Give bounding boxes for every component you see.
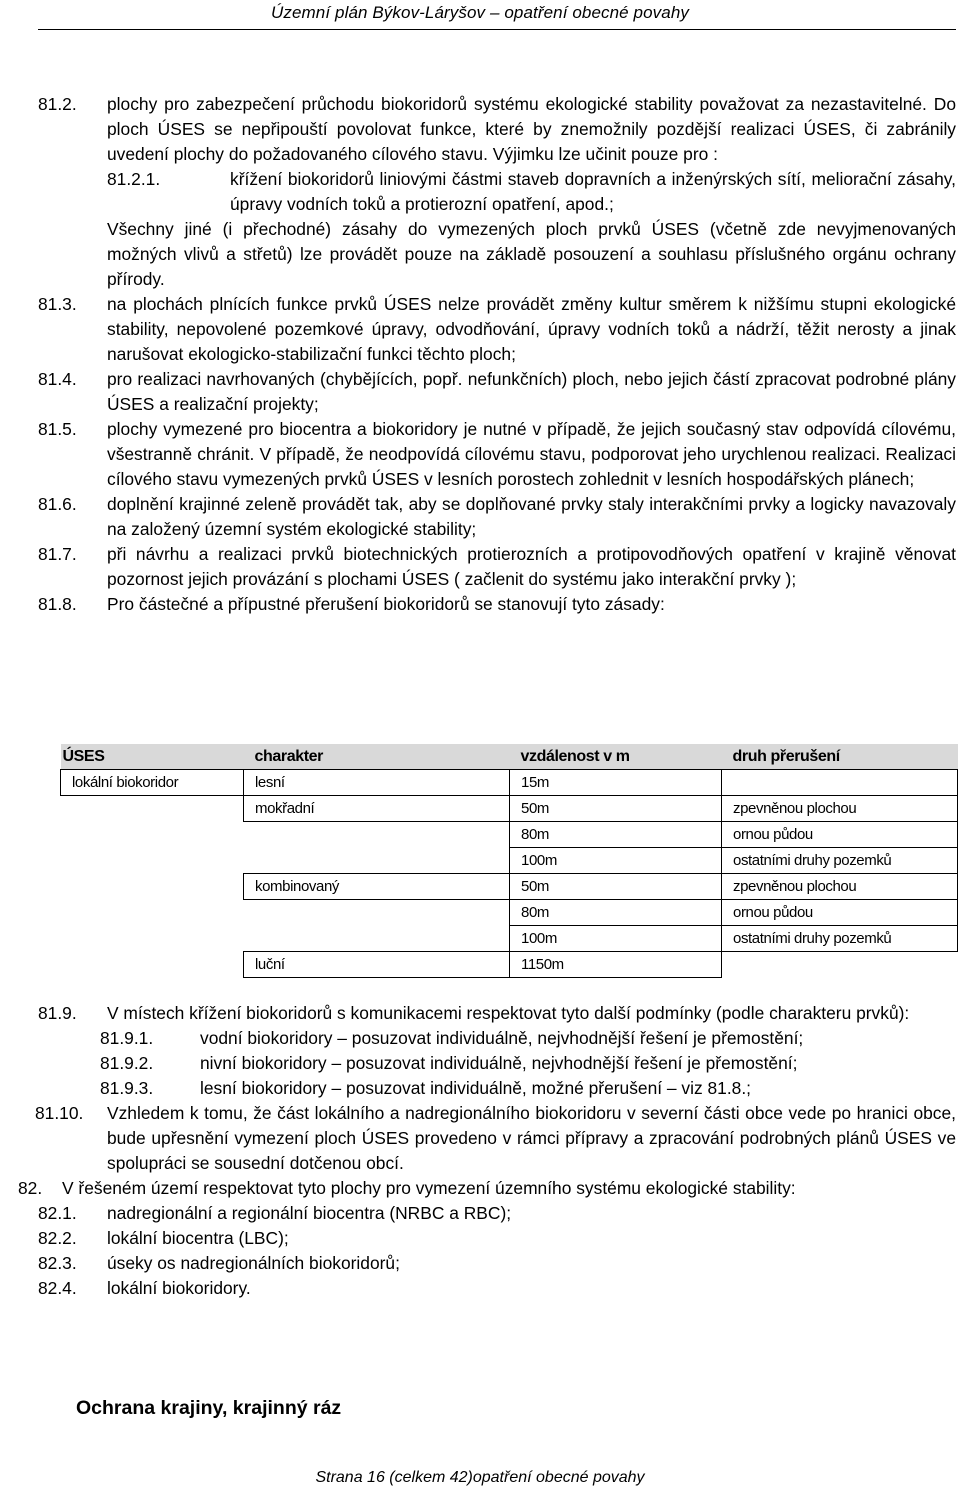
item-text: křížení biokoridorů liniovými částmi staveb dopravních a inženýrských sítí, meliorační zásahy, úpravy vodních toků a protierozní opatření, apod.; [230, 169, 956, 214]
table-cell: zpevněnou plochou [722, 874, 958, 900]
table-header-cell: ÚSES [61, 744, 244, 770]
item-text: lokální biokoridory. [107, 1278, 251, 1298]
item-number: 82.1. [38, 1203, 77, 1223]
table-cell [61, 926, 244, 952]
uses-table [60, 744, 958, 978]
table-row [61, 900, 958, 926]
list-item [38, 167, 956, 217]
item-text: Pro částečné a přípustné přerušení biokoridorů se stanovují tyto zásady: [107, 594, 665, 614]
table-row [61, 822, 958, 848]
list-item [38, 292, 956, 367]
table-cell: lokální biokoridor [61, 770, 244, 796]
item-text: lesní biokoridory – posuzovat individuálně, možné přerušení – viz 81.8.; [200, 1078, 752, 1098]
item-number: 81.7. [38, 544, 77, 564]
item-text: úseky os nadregionálních biokoridorů; [107, 1253, 400, 1273]
table-row [61, 926, 958, 952]
item-number: 81.9. [38, 1003, 77, 1023]
table-cell: ostatními druhy pozemků [722, 926, 958, 952]
item-text: plochy pro zabezpečení průchodu biokoridorů systému ekologické stability považovat za nezastavitelné. Do ploch ÚSES se nepřipouští povolovat funkce, které by znemožnily pozdější realizaci ÚSES, či zabránily uvedení plochy do požadovaného cílového stavu. Výjimku lze učinit pouze pro : [107, 94, 956, 164]
list-item [38, 417, 956, 492]
page-footer: Strana 16 (celkem 42)opatření obecné povahy [315, 1469, 645, 1486]
table-cell: zpevněnou plochou [722, 796, 958, 822]
item-text: na plochách plnících funkce prvků ÚSES nelze provádět změny kultur směrem k nižšímu stupni ekologické stability, nepovolené pozemkové úpravy, odvodňování, úpravy vodních toků a nádrží, těžit nerosty a jinak narušovat ekologicko-stabilizační funkci těchto ploch; [107, 294, 956, 364]
list-item [35, 1101, 956, 1176]
table-cell: 80m [510, 900, 722, 926]
item-number: 81.2. [38, 94, 77, 114]
table-row [61, 770, 958, 796]
list-item [38, 367, 956, 417]
item-number: 81.9.1. [100, 1028, 154, 1048]
item-number: 81.8. [38, 594, 77, 614]
table-header-row [61, 744, 958, 770]
item-text: lokální biocentra (LBC); [107, 1228, 289, 1248]
table-header-cell: vzdálenost v m [510, 744, 722, 770]
item-number: 82.3. [38, 1253, 77, 1273]
main-text-bottom [18, 1001, 956, 1301]
header-divider [38, 29, 956, 30]
table-row [61, 796, 958, 822]
table-cell: 100m [510, 848, 722, 874]
item-number: 81.5. [38, 419, 77, 439]
item-text: plochy vymezené pro biocentra a biokoridory je nutné v případě, že jejich současný stav odpovídá cílovému, všestranně chránit. V případě, že neodpovídá cílovému stavu, podporovat jeho urychlenou realizaci. Realizaci cílového stavu vymezených prvků ÚSES v lesních porostech zohlednit v lesních hospodářských plánech; [107, 419, 956, 489]
item-text: Vzhledem k tomu, že část lokálního a nadregionálního biokoridoru v severní části obce vede po hranici obce, bude upřesnění vymezení ploch ÚSES provedeno v rámci přípravy a zpracování podrobných plánů ÚSES ve spolupráci se sousední dotčenou obcí. [107, 1103, 956, 1173]
table-row [61, 848, 958, 874]
item-number: 82.2. [38, 1228, 77, 1248]
table-cell [244, 848, 510, 874]
section-heading: Ochrana krajiny, krajinný ráz [76, 1397, 342, 1419]
item-number: 81.9.2. [100, 1053, 154, 1073]
table-cell [61, 952, 244, 978]
table-cell [722, 770, 958, 796]
table-cell: 1150m [510, 952, 722, 978]
item-text: nivní biokoridory – posuzovat individuálně, nejvhodnější řešení je přemostění; [200, 1053, 798, 1073]
table-cell [61, 796, 244, 822]
table-cell: 15m [510, 770, 722, 796]
item-text: doplnění krajinné zeleně provádět tak, aby se doplňované prvky staly interakčními prvky a logicky navazovaly na založený územní systém ekologické stability; [107, 494, 956, 539]
list-item [38, 1001, 956, 1026]
table-cell: ornou půdou [722, 900, 958, 926]
item-text: V řešeném území respektovat tyto plochy pro vymezení územního systému ekologické stability: [62, 1178, 796, 1198]
item-number: 82.4. [38, 1278, 77, 1298]
list-item [38, 1251, 956, 1276]
item-text: vodní biokoridory – posuzovat individuálně, nejvhodnější řešení je přemostění; [200, 1028, 804, 1048]
item-number: 81.9.3. [100, 1078, 154, 1098]
table-cell: kombinovaný [244, 874, 510, 900]
list-item [38, 592, 956, 617]
table-cell [61, 900, 244, 926]
list-item [38, 1051, 956, 1076]
list-item [38, 1226, 956, 1251]
item-text: V místech křížení biokoridorů s komunikacemi respektovat tyto další podmínky (podle charakteru prvků): [107, 1003, 910, 1023]
table-cell [244, 822, 510, 848]
table-header-cell: druh přerušení [722, 744, 958, 770]
table-cell: 50m [510, 796, 722, 822]
main-text-top [38, 92, 956, 617]
item-text: nadregionální a regionální biocentra (NRBC a RBC); [107, 1203, 512, 1223]
table-cell [722, 952, 958, 978]
table-cell: 80m [510, 822, 722, 848]
item-number: 81.4. [38, 369, 77, 389]
item-text: pro realizaci navrhovaných (chybějících, popř. nefunkčních) ploch, nebo jejich částí zpracovat podrobné plány ÚSES a realizační projekty; [107, 369, 956, 414]
table-cell: lesní [244, 770, 510, 796]
item-number: 81.10. [35, 1103, 84, 1123]
item-text: při návrhu a realizaci prvků biotechnických protierozních a protipovodňových opatření v krajině věnovat pozornost jejich provázání s plochami ÚSES ( začlenit do systému jako interakční prvky ); [107, 544, 956, 589]
item-number: 81.6. [38, 494, 77, 514]
item-number: 81.3. [38, 294, 77, 314]
table-header-cell: charakter [244, 744, 510, 770]
table-cell: ornou půdou [722, 822, 958, 848]
item-number: 81.2.1. [107, 169, 161, 189]
table-cell [61, 822, 244, 848]
table-row [61, 874, 958, 900]
table-row [61, 952, 958, 978]
list-item [18, 1176, 956, 1201]
list-item [38, 1076, 956, 1101]
table-cell: ostatními druhy pozemků [722, 848, 958, 874]
table-cell [244, 900, 510, 926]
list-item [38, 542, 956, 592]
list-item [38, 1026, 956, 1051]
page-header: Územní plán Býkov-Láryšov – opatření obecné povahy [271, 3, 689, 22]
table-cell: 100m [510, 926, 722, 952]
table-cell [244, 926, 510, 952]
list-item [38, 492, 956, 542]
table-cell [61, 874, 244, 900]
table-cell: mokřadní [244, 796, 510, 822]
item-number: 82. [18, 1178, 43, 1198]
paragraph: Všechny jiné (i přechodné) zásahy do vymezených ploch prvků ÚSES (včetně zde nevyjmenovaných možných vlivů a střetů) lze provádět pouze na základě posouzení a souhlasu příslušného orgánu ochrany přírody. [107, 219, 956, 289]
list-item [38, 1201, 956, 1226]
table-cell [61, 848, 244, 874]
table-cell: 50m [510, 874, 722, 900]
list-item [38, 92, 956, 167]
list-item [38, 1276, 956, 1301]
table-cell: luční [244, 952, 510, 978]
